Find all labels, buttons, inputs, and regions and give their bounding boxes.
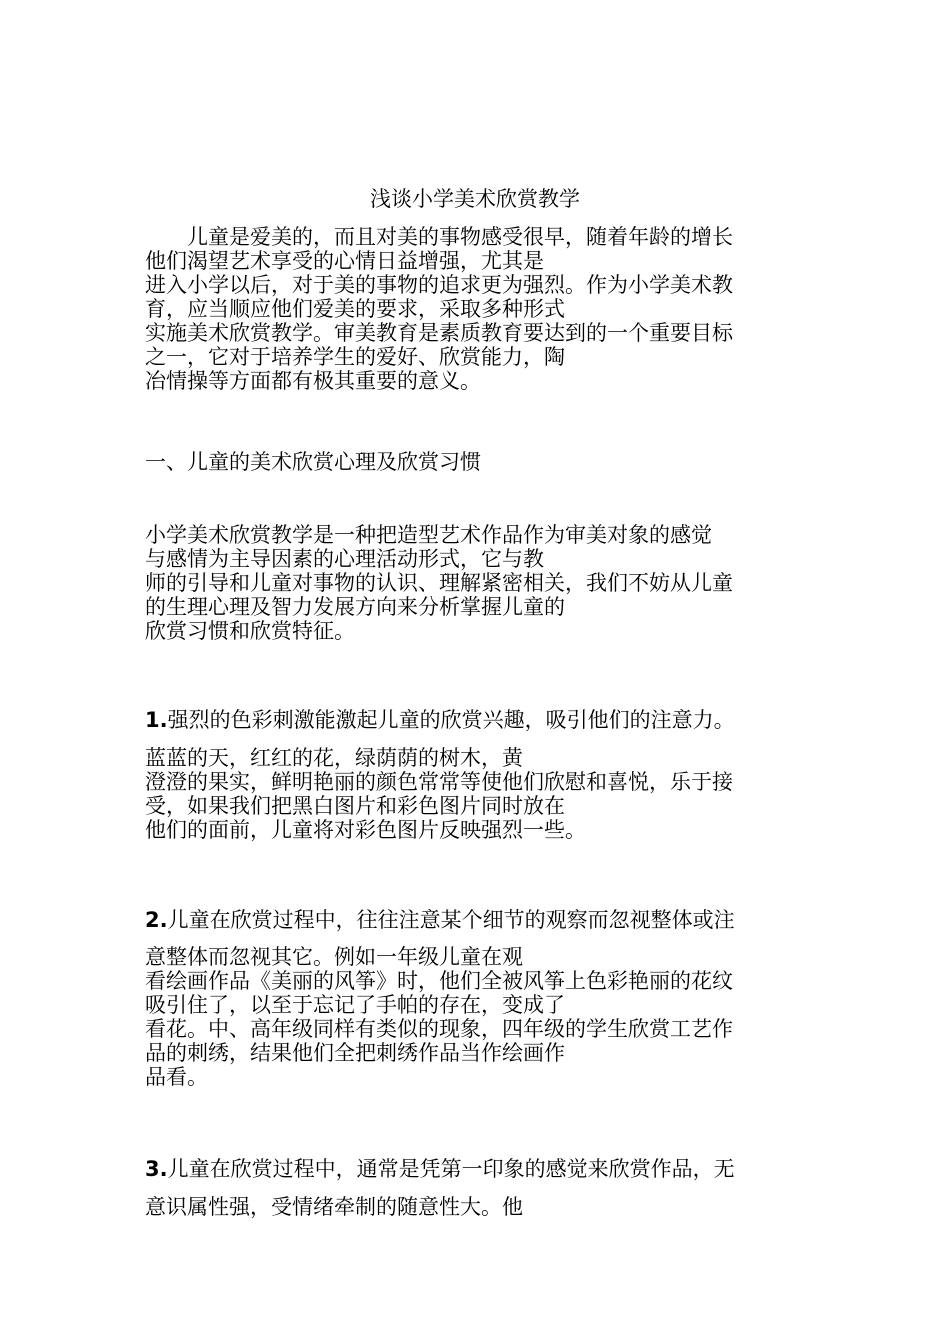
point-2-first-line (145, 908, 825, 932)
document-title: 浅谈小学美术欣赏教学 (370, 187, 580, 211)
paragraph-line: 实施美术欣赏教学。审美教育是素质教育要达到的一个重要目标 (145, 321, 733, 345)
point-1-paragraph (145, 746, 825, 842)
paragraph-line: 吸引住了，以至于忘记了手帕的存在，变成了 (145, 993, 565, 1017)
paragraph-line: 儿童是爱美的，而且对美的事物感受很早，随着年龄的增长 (145, 225, 733, 249)
paragraph-line: 进入小学以后，对于美的事物的追求更为强烈。作为小学美术教 (145, 273, 733, 297)
paragraph-line: 冶情操等方面都有极其重要的意义。 (145, 369, 481, 393)
paragraph-line: 品看。 (145, 1065, 208, 1089)
point-text: 强烈的色彩刺激能激起儿童的欣赏兴趣，吸引他们的注意力。 (167, 708, 735, 732)
paragraph-line: 欣赏习惯和欣赏特征。 (145, 619, 355, 643)
point-text: 儿童在欣赏过程中，往往注意某个细节的观察而忽视整体或注 (167, 908, 735, 932)
paragraph-line: 意识属性强，受情绪牵制的随意性大。他 (145, 1195, 523, 1219)
paragraph-line: 看花。中、高年级同样有类似的现象，四年级的学生欣赏工艺作 (145, 1017, 733, 1041)
point-3-first-line (145, 1157, 825, 1181)
paragraph-line: 品的刺绣，结果他们全把刺绣作品当作绘画作 (145, 1041, 565, 1065)
section-heading-text: 一、儿童的美术欣赏心理及欣赏习惯 (145, 450, 481, 474)
point-number: 2. (145, 908, 168, 932)
paragraph-line: 小学美术欣赏教学是一种把造型艺术作品作为审美对象的感觉 (145, 523, 712, 547)
paragraph-line: 育，应当顺应他们爱美的要求，采取多种形式 (145, 297, 565, 321)
paragraph-line: 蓝蓝的天，红红的花，绿荫荫的树木，黄 (145, 746, 523, 770)
paragraph-line: 之一，它对于培养学生的爱好、欣赏能力，陶 (145, 345, 565, 369)
paragraph-line: 看绘画作品《美丽的风筝》时，他们全被风筝上色彩艳丽的花纹 (145, 969, 733, 993)
paragraph-line: 的生理心理及智力发展方向来分析掌握儿童的 (145, 595, 565, 619)
point-number: 3. (145, 1157, 168, 1181)
section-heading (145, 450, 825, 474)
intro-paragraph (145, 225, 825, 393)
point-2-paragraph (145, 945, 825, 1089)
paragraph-line: 他们的面前，儿童将对彩色图片反映强烈一些。 (145, 818, 586, 842)
point-1-first-line (145, 708, 825, 732)
point-number: 1. (145, 708, 168, 732)
point-1-heading (145, 708, 825, 732)
point-text: 儿童在欣赏过程中，通常是凭第一印象的感觉来欣赏作品，无 (167, 1157, 735, 1181)
point-2-heading (145, 908, 825, 932)
paragraph-line: 师的引导和儿童对事物的认识、理解紧密相关，我们不妨从儿童 (145, 571, 733, 595)
paragraph-line: 他们渴望艺术享受的心情日益增强，尤其是 (145, 249, 544, 273)
section1-paragraph (145, 523, 825, 643)
point-3-paragraph (145, 1195, 825, 1219)
paragraph-line: 与感情为主导因素的心理活动形式，它与教 (145, 547, 544, 571)
paragraph-line: 澄澄的果实，鲜明艳丽的颜色常常等使他们欣慰和喜悦，乐于接 (145, 770, 733, 794)
point-3-heading (145, 1157, 825, 1181)
paragraph-line: 受，如果我们把黑白图片和彩色图片同时放在 (145, 794, 565, 818)
paragraph-line: 意整体而忽视其它。例如一年级儿童在观 (145, 945, 523, 969)
